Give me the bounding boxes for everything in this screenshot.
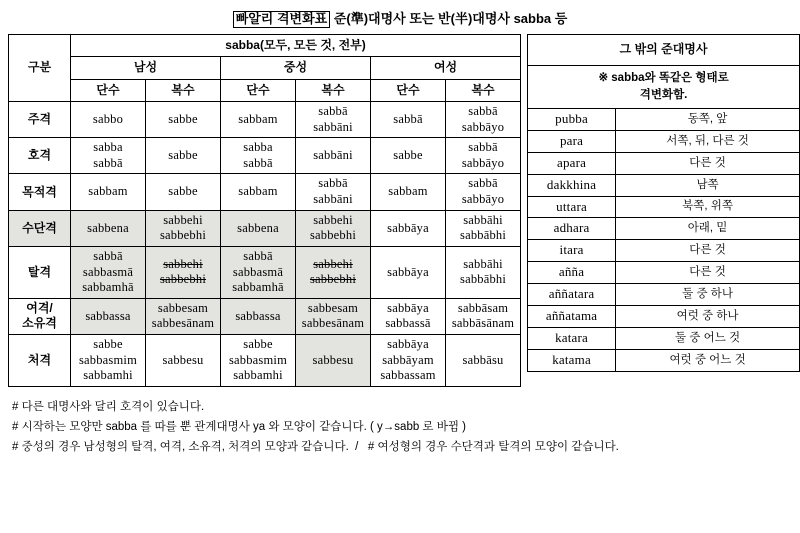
table-row	[528, 262, 800, 284]
form-cell: sabbesam sabbesānam	[296, 298, 371, 334]
group-header: sabba(모두, 모든 것, 전부)	[71, 34, 521, 56]
form-cell: sabbāhi sabbābhi	[446, 210, 521, 246]
table-row	[528, 152, 800, 174]
table-row	[528, 130, 800, 152]
extra-note-row	[528, 65, 800, 108]
pronoun-meaning: 다른 것	[616, 262, 800, 284]
form-cell: sabbā sabbāni	[296, 101, 371, 137]
pronoun-word: katama	[528, 349, 616, 371]
extra-pronouns-table	[527, 34, 800, 372]
table-header-row-group	[9, 34, 521, 56]
table-row	[9, 174, 521, 210]
case-label: 수단격	[9, 210, 71, 246]
pronoun-meaning: 아래, 밑	[616, 218, 800, 240]
number-header-5: 복수	[446, 79, 521, 101]
form-cell: sabbā sabbāni	[296, 174, 371, 210]
page-title	[8, 6, 792, 34]
table-row	[528, 218, 800, 240]
pronoun-meaning: 둘 중 어느 것	[616, 327, 800, 349]
form-cell: sabbam	[221, 101, 296, 137]
number-header-3: 복수	[296, 79, 371, 101]
case-label: 여격/ 소유격	[9, 298, 71, 334]
form-cell: sabbam	[71, 174, 146, 210]
form-cell: sabbā	[371, 101, 446, 137]
pronoun-meaning: 북쪽, 위쪽	[616, 196, 800, 218]
form-cell: sabbāsu	[446, 335, 521, 387]
declension-table	[8, 34, 521, 387]
form-cell: sabbāni	[296, 138, 371, 174]
form-cell: sabbo	[71, 101, 146, 137]
pronoun-word: apara	[528, 152, 616, 174]
form-cell: sabbāya	[371, 246, 446, 298]
pronoun-meaning: 동쪽, 앞	[616, 108, 800, 130]
form-cell: sabbesu	[146, 335, 221, 387]
form-cell: sabba sabbā	[71, 138, 146, 174]
form-cell: sabbāya sabbassā	[371, 298, 446, 334]
footnote-1: # 다른 대명사와 달리 호격이 있습니다.	[12, 400, 205, 413]
pronoun-word: para	[528, 130, 616, 152]
form-cell: sabbehi sabbebhi	[296, 246, 371, 298]
table-row	[528, 240, 800, 262]
form-cell: sabbassa	[221, 298, 296, 334]
footnote-3: # 중성의 경우 남성형의 탈격, 여격, 소유격, 처격의 모양과 같습니다. / # 여성형의 경우 수단격과 탈격의 모양이 같습니다.	[12, 441, 619, 454]
form-cell: sabbā sabbāyo	[446, 138, 521, 174]
form-cell: sabbāhi sabbābhi	[446, 246, 521, 298]
form-cell: sabbe	[146, 174, 221, 210]
form-cell: sabbehi sabbebhi	[146, 210, 221, 246]
form-cell: sabbena	[221, 210, 296, 246]
number-header-0: 단수	[71, 79, 146, 101]
number-header-4: 단수	[371, 79, 446, 101]
pronoun-meaning: 남쪽	[616, 174, 800, 196]
pronoun-word: uttara	[528, 196, 616, 218]
form-cell: sabbehi sabbebhi	[296, 210, 371, 246]
number-header-2: 단수	[221, 79, 296, 101]
case-label: 처격	[9, 335, 71, 387]
gender-header-feminine: 여성	[371, 57, 521, 79]
extra-note: ※ sabba와 똑같은 형태로 격변화함.	[528, 65, 800, 108]
table-row	[9, 138, 521, 174]
extra-header: 그 밖의 준대명사	[528, 34, 800, 65]
table-row	[528, 327, 800, 349]
form-cell: sabbesam sabbesānam	[146, 298, 221, 334]
number-header-1: 복수	[146, 79, 221, 101]
form-cell: sabbe	[146, 138, 221, 174]
title-text: 준(準)대명사 또는 반(半)대명사 sabba 등	[330, 11, 568, 26]
pronoun-word: aññatara	[528, 284, 616, 306]
form-cell: sabbe sabbasmim sabbamhi	[71, 335, 146, 387]
form-cell: sabbā sabbāyo	[446, 174, 521, 210]
case-label: 호격	[9, 138, 71, 174]
case-label: 주격	[9, 101, 71, 137]
form-cell: sabbam	[221, 174, 296, 210]
footnote-2: # 시작하는 모양만 sabba 를 따를 뿐 관계대명사 ya 와 모양이 같습니다. ( y→sabb 로 바뀜 )	[12, 421, 466, 434]
pronoun-word: dakkhina	[528, 174, 616, 196]
form-cell: sabbesu	[296, 335, 371, 387]
form-cell: sabbe	[146, 101, 221, 137]
pronoun-meaning: 다른 것	[616, 152, 800, 174]
table-row	[528, 174, 800, 196]
table-row	[9, 210, 521, 246]
form-cell: sabbehi sabbebhi	[146, 246, 221, 298]
table-header-row-gender	[9, 57, 521, 79]
form-cell: sabbam	[371, 174, 446, 210]
form-cell: sabbā sabbasmā sabbamhā	[71, 246, 146, 298]
corner-label: 구분	[9, 34, 71, 101]
form-cell: sabbāsam sabbāsānam	[446, 298, 521, 334]
table-row	[9, 298, 521, 334]
pronoun-meaning: 서쪽, 뒤, 다른 것	[616, 130, 800, 152]
table-row	[528, 305, 800, 327]
table-row	[9, 246, 521, 298]
pronoun-meaning: 다른 것	[616, 240, 800, 262]
form-cell: sabbe	[371, 138, 446, 174]
table-row	[9, 335, 521, 387]
pronoun-meaning: 둘 중 하나	[616, 284, 800, 306]
pronoun-word: pubba	[528, 108, 616, 130]
form-cell: sabbena	[71, 210, 146, 246]
table-row	[528, 108, 800, 130]
pronoun-word: añña	[528, 262, 616, 284]
table-header-row-number	[9, 79, 521, 101]
case-label: 목적격	[9, 174, 71, 210]
gender-header-masculine: 남성	[71, 57, 221, 79]
footnotes	[8, 397, 792, 457]
table-row	[528, 196, 800, 218]
form-cell: sabbassa	[71, 298, 146, 334]
table-row	[528, 284, 800, 306]
form-cell: sabbāya sabbāyam sabbassam	[371, 335, 446, 387]
table-row	[9, 101, 521, 137]
pronoun-meaning: 여럿 중 어느 것	[616, 349, 800, 371]
form-cell: sabbā sabbāyo	[446, 101, 521, 137]
title-tag: 빠알리 격변화표	[233, 11, 331, 28]
form-cell: sabbā sabbasmā sabbamhā	[221, 246, 296, 298]
pronoun-word: aññatama	[528, 305, 616, 327]
case-label: 탈격	[9, 246, 71, 298]
pronoun-meaning: 여럿 중 하나	[616, 305, 800, 327]
form-cell: sabbāya	[371, 210, 446, 246]
pronoun-word: adhara	[528, 218, 616, 240]
form-cell: sabba sabbā	[221, 138, 296, 174]
table-row	[528, 349, 800, 371]
pronoun-word: itara	[528, 240, 616, 262]
pronoun-word: katara	[528, 327, 616, 349]
form-cell: sabbe sabbasmim sabbamhi	[221, 335, 296, 387]
tables-container	[8, 34, 792, 387]
gender-header-neuter: 중성	[221, 57, 371, 79]
extra-header-row	[528, 34, 800, 65]
